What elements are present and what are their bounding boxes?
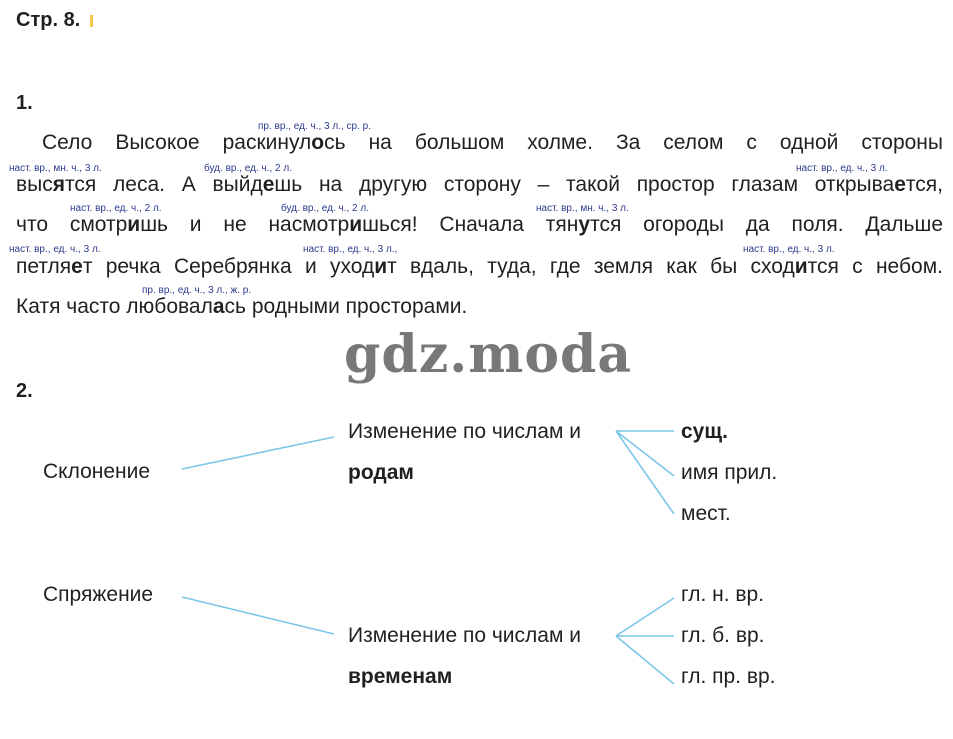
annotation: наст. вр., ед. ч., 3 л., [303, 244, 398, 255]
task2-number: 2. [16, 380, 33, 402]
connector-line [616, 598, 674, 636]
accent-letter: и [127, 213, 141, 236]
accent-letter: у [578, 213, 591, 236]
text-segment: Катя часто любовал [16, 295, 213, 318]
accent-letter: е [262, 173, 275, 196]
text-segment: выс [16, 173, 53, 196]
accent-letter: и [349, 213, 363, 236]
text-segment: что смотр [16, 213, 128, 236]
page-header-text: Стр. 8. [16, 9, 81, 31]
accent-letter: и [374, 255, 388, 278]
conjugation-change-bold: временам [348, 665, 453, 688]
text-segment: т речка Серебрянка и уход [82, 255, 375, 278]
annotation: пр. вр., ед. ч., 3 л., ср. р. [258, 121, 371, 132]
annotation: наст. вр., мн. ч., 3 л. [9, 163, 102, 174]
text-segment: тся с небом. [807, 255, 943, 278]
connector-line [616, 431, 674, 476]
connector-line [616, 431, 674, 514]
text-segment: т вдаль, туда, где земля как бы сход [387, 255, 795, 278]
annotation: наст. вр., ед. ч., 2 л. [70, 203, 162, 214]
conjugation-target-present: гл. н. вр. [681, 583, 765, 606]
text-segment: шь на другую сторону – такой простор глазам открыва [274, 173, 895, 196]
text-segment: петля [16, 255, 72, 278]
annotation: наст. вр., ед. ч., 3 л. [796, 163, 888, 174]
conjugation-change-text: Изменение по числам и [348, 624, 581, 647]
text-segment: сь на большом холме. За селом с одной стороны [324, 131, 943, 154]
annotation: буд. вр., ед. ч., 2 л. [204, 163, 293, 174]
connector-line [182, 437, 334, 469]
declension-change-bold: родам [348, 461, 414, 484]
text-segment: шься! Сначала тян [362, 213, 579, 236]
annotation: буд. вр., ед. ч., 2 л. [281, 203, 370, 214]
text-segment: сь родными просторами. [224, 295, 468, 318]
connector-line [182, 597, 334, 634]
annotation: наст. вр., ед. ч., 3 л. [9, 244, 101, 255]
text-segment: шь и не насмотр [140, 213, 350, 236]
declension-target-pronoun: мест. [681, 502, 731, 525]
accent-letter: о [311, 131, 325, 154]
annotation: наст. вр., ед. ч., 3 л. [743, 244, 835, 255]
task1-number: 1. [16, 92, 33, 114]
watermark-logo: gdz.moda [344, 324, 633, 385]
accent-letter: а [212, 295, 225, 318]
declension-target-noun: сущ. [681, 420, 728, 443]
accent-letter: я [52, 173, 66, 196]
declension-label: Склонение [43, 460, 151, 483]
accent-letter: е [71, 255, 83, 278]
conjugation-label: Спряжение [43, 583, 154, 606]
declension-target-adjective: имя прил. [681, 461, 778, 484]
declension-change-text: Изменение по числам и [348, 420, 581, 443]
text-segment: тся леса. А выйд [65, 173, 263, 196]
annotation: пр. вр., ед. ч., 3 л., ж. р. [142, 285, 252, 296]
text-segment: тся, [905, 173, 943, 196]
conjugation-target-future: гл. б. вр. [681, 624, 765, 647]
connector-line [616, 636, 674, 684]
accent-letter: и [794, 255, 808, 278]
annotation: наст. вр., мн. ч., 3 л. [536, 203, 629, 214]
accent-letter: е [894, 173, 906, 196]
text-segment: тся огороды да поля. Дальше [590, 213, 943, 236]
conjugation-target-past: гл. пр. вр. [681, 665, 776, 688]
text-segment: Село Высокое раскинул [42, 131, 312, 154]
